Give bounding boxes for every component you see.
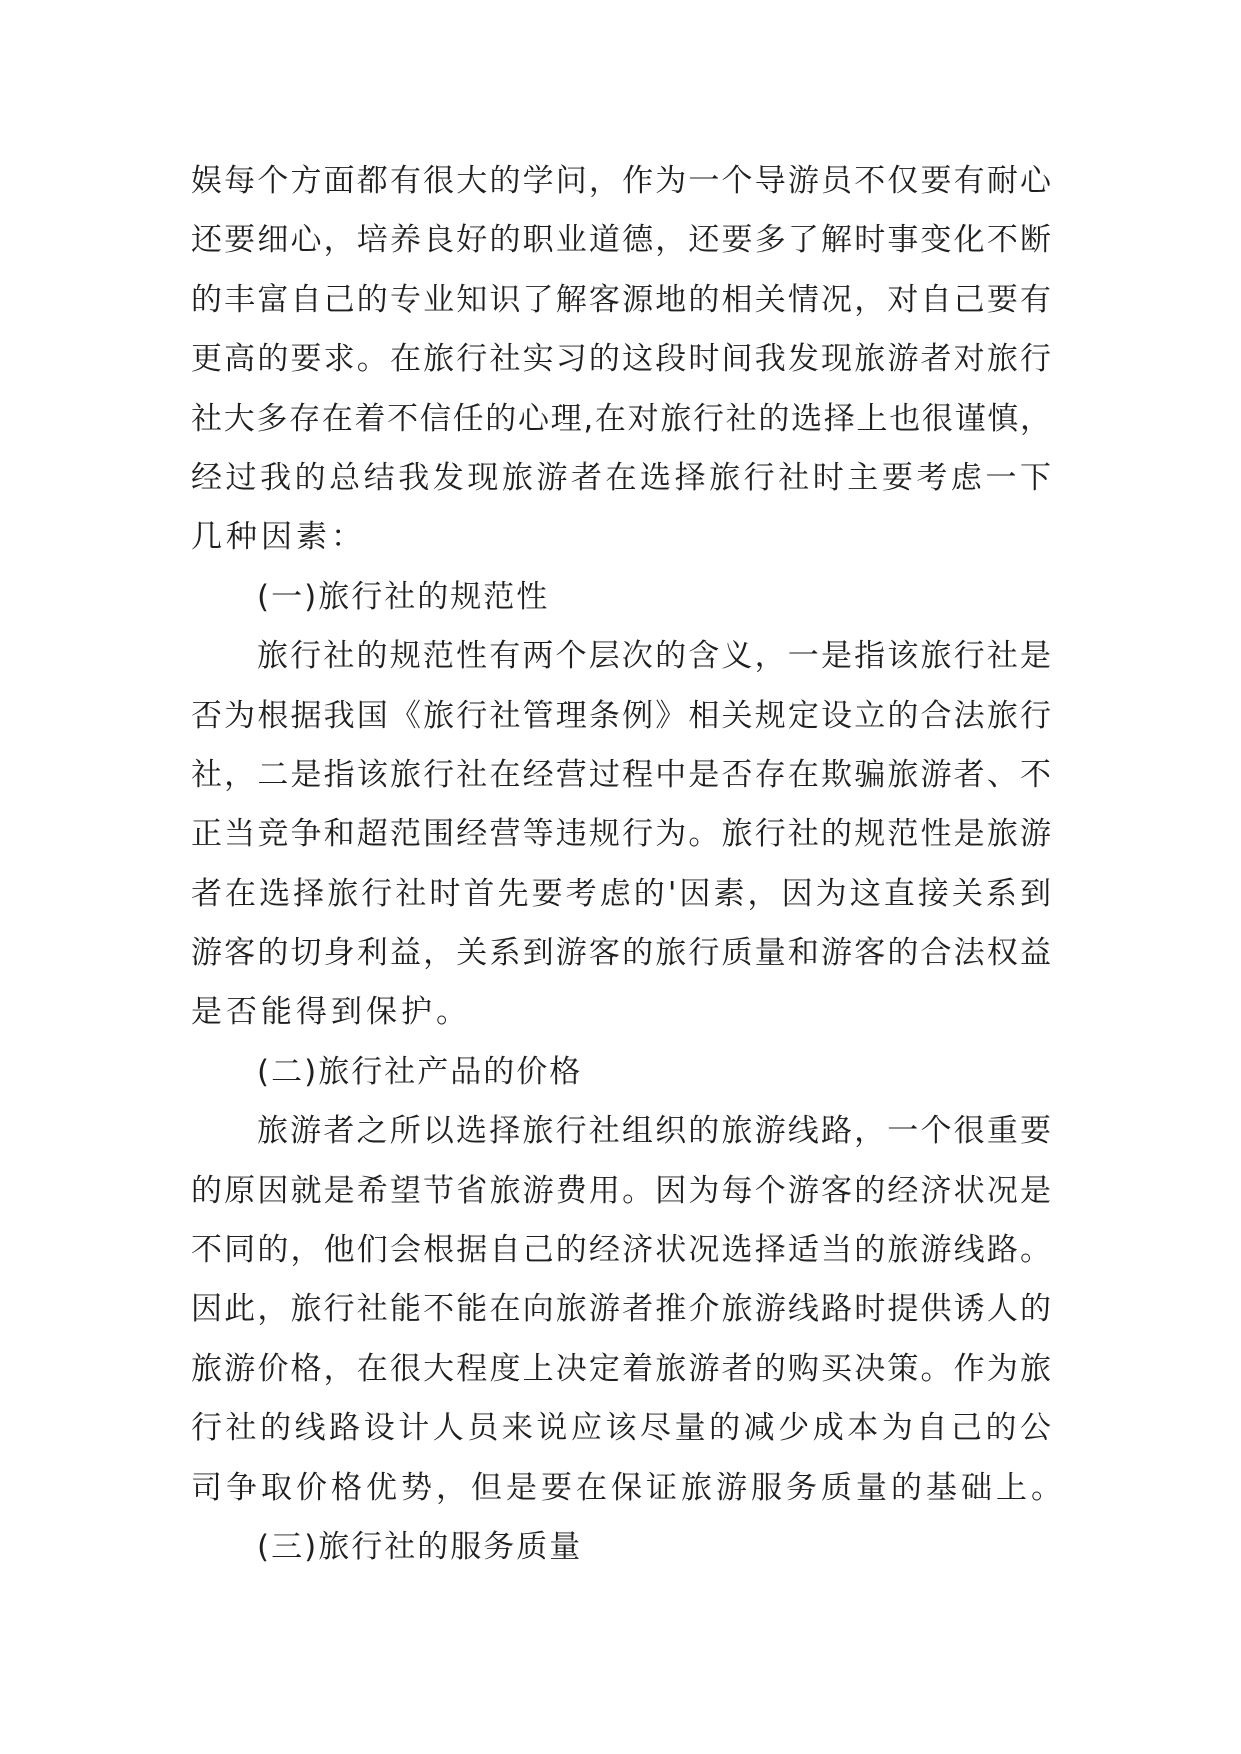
section-heading	[191, 568, 1051, 627]
text-line: 更高的要求。在旅行社实习的这段时间我发现旅游者对旅行	[191, 341, 1051, 378]
text-line: 旅游者之所以选择旅行社组织的旅游线路，一个很重要	[257, 1113, 1051, 1150]
text-line: 还要细心，培养良好的职业道德，还要多了解时事变化不断	[191, 222, 1051, 259]
text-line: 不同的，他们会根据自己的经济状况选择适当的旅游线路。	[191, 1232, 1051, 1269]
heading-line: (三)旅行社的服务质量	[257, 1528, 583, 1565]
document-body	[191, 152, 1066, 1577]
text-line: 社大多存在着不信任的心理,在对旅行社的选择上也很谨慎，	[191, 400, 1051, 437]
paragraph-continued	[191, 152, 1051, 568]
text-line: 几种因素：	[191, 519, 366, 556]
paragraph	[191, 627, 1051, 1043]
section-heading	[191, 1043, 1051, 1102]
text-line: 经过我的总结我发现旅游者在选择旅行社时主要考虑一下	[191, 459, 1051, 496]
text-line: 行社的线路设计人员来说应该尽量的减少成本为自己的公	[191, 1410, 1051, 1447]
heading-line: (二)旅行社产品的价格	[257, 1053, 583, 1090]
text-line: 娱每个方面都有很大的学问，作为一个导游员不仅要有耐心	[191, 163, 1051, 199]
text-line: 旅行社的规范性有两个层次的含义，一是指该旅行社是	[257, 638, 1051, 675]
text-line: 社，二是指该旅行社在经营过程中是否存在欺骗旅游者、不	[191, 756, 1051, 793]
text-line: 否为根据我国《旅行社管理条例》相关规定设立的合法旅行	[191, 697, 1051, 734]
section-heading	[191, 1518, 1051, 1577]
text-line: 正当竞争和超范围经营等违规行为。旅行社的规范性是旅游	[191, 816, 1051, 853]
heading-line: (一)旅行社的规范性	[257, 578, 550, 615]
text-line: 旅游价格，在很大程度上决定着旅游者的购买决策。作为旅	[191, 1350, 1051, 1387]
text-line: 的原因就是希望节省旅游费用。因为每个游客的经济状况是	[191, 1172, 1051, 1209]
text-line: 游客的切身利益，关系到游客的旅行质量和游客的合法权益	[191, 935, 1051, 972]
text-line: 的丰富自己的专业知识了解客源地的相关情况，对自己要有	[191, 281, 1051, 318]
text-line: 是否能得到保护。	[191, 994, 471, 1031]
paragraph	[191, 1102, 1066, 1518]
text-line: 司争取价格优势，但是要在保证旅游服务质量的基础上。	[191, 1469, 1066, 1506]
text-line: 因此，旅行社能不能在向旅游者推介旅游线路时提供诱人的	[191, 1291, 1051, 1328]
text-line: 者在选择旅行社时首先要考虑的'因素，因为这直接关系到	[191, 875, 1051, 912]
